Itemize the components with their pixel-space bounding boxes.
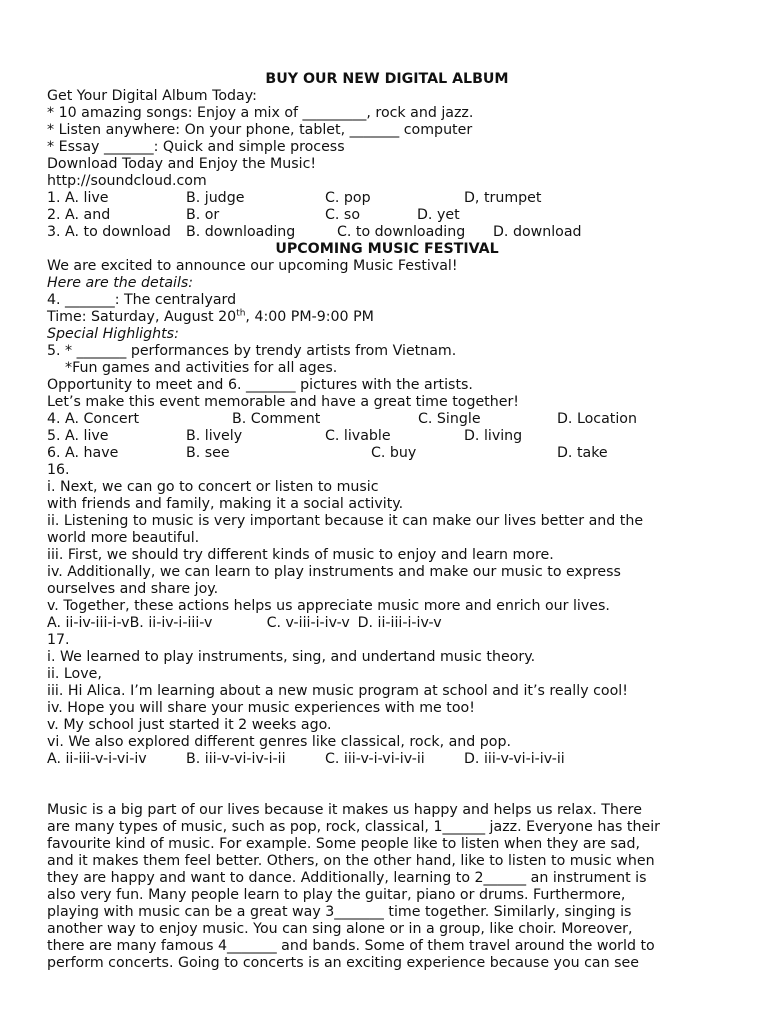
- option: B. judge: [186, 190, 245, 206]
- option: D. Location: [557, 411, 637, 427]
- question-1-options: [47, 190, 727, 207]
- album-link: http://soundcloud.com: [47, 173, 207, 189]
- option: B. see: [186, 445, 230, 461]
- q17-sentence: iii. Hi Alica. I’m learning about a new music program at school and it’s really cool!: [47, 683, 628, 699]
- album-line: Download Today and Enjoy the Music!: [47, 156, 317, 172]
- reading-passage: [47, 802, 727, 972]
- option: B. Comment: [232, 411, 321, 427]
- q17-sentence: v. My school just started it 2 weeks ago.: [47, 717, 332, 733]
- details-label: Here are the details:: [47, 275, 194, 291]
- passage-line: also very fun. Many people learn to play the guitar, piano or drums. Furthermore,: [47, 887, 626, 903]
- question-17-number: 17.: [47, 632, 70, 648]
- q16-sentence: v. Together, these actions helps us appreciate music more and enrich our lives.: [47, 598, 610, 614]
- option: 6. A. have: [47, 445, 119, 461]
- option: C. livable: [325, 428, 391, 444]
- option: C. buy: [371, 445, 417, 461]
- option: D. take: [557, 445, 608, 461]
- option: C. iii-v-i-vi-iv-ii: [325, 751, 425, 767]
- album-line: * Listen anywhere: On your phone, tablet, _______ computer: [47, 122, 473, 138]
- option: 5. A. live: [47, 428, 109, 444]
- option: D. yet: [417, 207, 460, 223]
- festival-intro: We are excited to announce our upcoming Music Festival!: [47, 258, 458, 274]
- q16-sentence: world more beautiful.: [47, 530, 200, 546]
- highlight-item: *Fun games and activities for all ages.: [65, 360, 338, 376]
- festival-venue: 4. _______: The centralyard: [47, 292, 237, 308]
- q17-sentence: iv. Hope you will share your music experiences with me too!: [47, 700, 475, 716]
- worksheet-page: [47, 71, 727, 972]
- passage-line: are many types of music, such as pop, rock, classical, 1______ jazz. Everyone has their: [47, 819, 660, 835]
- option: D. ii-iii-i-iv-v: [357, 615, 442, 631]
- option: D, trumpet: [464, 190, 542, 206]
- album-line: * Essay _______: Quick and simple process: [47, 139, 345, 155]
- option: 2. A. and: [47, 207, 111, 223]
- highlight-item: 5. * _______ performances by trendy artists from Vietnam.: [47, 343, 457, 359]
- q16-sentence: i. Next, we can go to concert or listen to music: [47, 479, 379, 495]
- passage-line: they are happy and want to dance. Additionally, learning to 2______ an instrument is: [47, 870, 647, 886]
- passage-line: playing with music can be a great way 3_______ time together. Similarly, singing is: [47, 904, 632, 920]
- album-line: Get Your Digital Album Today:: [47, 88, 257, 104]
- option: C. so: [325, 207, 360, 223]
- question-5-options: [47, 428, 727, 445]
- option: 1. A. live: [47, 190, 109, 206]
- question-17-options: [47, 751, 727, 768]
- album-line: * 10 amazing songs: Enjoy a mix of _________, rock and jazz.: [47, 105, 474, 121]
- q16-sentence: iii. First, we should try different kinds of music to enjoy and learn more.: [47, 547, 554, 563]
- passage-line: and it makes them feel better. Others, on the other hand, like to listen to music when: [47, 853, 655, 869]
- highlights-label: Special Highlights:: [47, 326, 179, 342]
- option: A. ii-iv-iii-i-v: [47, 615, 130, 631]
- question-4-options: [47, 411, 727, 428]
- question-3-options: [47, 224, 727, 241]
- festival-title: UPCOMING MUSIC FESTIVAL: [275, 241, 499, 257]
- q17-sentence: i. We learned to play instruments, sing, and undertand music theory.: [47, 649, 536, 665]
- option: B. downloading: [186, 224, 296, 240]
- passage-line: perform concerts. Going to concerts is an exciting experience because you can see: [47, 955, 639, 971]
- option: B. lively: [186, 428, 243, 444]
- q16-sentence: with friends and family, making it a social activity.: [47, 496, 404, 512]
- option: D. living: [464, 428, 523, 444]
- passage-line: favourite kind of music. For example. Some people like to listen when they are sad,: [47, 836, 640, 852]
- question-2-options: [47, 207, 727, 224]
- option: C. to downloading: [337, 224, 466, 240]
- passage-line: another way to enjoy music. You can sing alone or in a group, like choir. Moreover,: [47, 921, 633, 937]
- album-title: BUY OUR NEW DIGITAL ALBUM: [265, 71, 509, 87]
- option: A. ii-iii-v-i-vi-iv: [47, 751, 147, 767]
- passage-line: Music is a big part of our lives because it makes us happy and helps us relax. There: [47, 802, 642, 818]
- option: C. Single: [418, 411, 481, 427]
- option: B. iii-v-vi-iv-i-ii: [186, 751, 286, 767]
- question-6-options: [47, 445, 727, 462]
- highlight-item: Opportunity to meet and 6. _______ pictures with the artists.: [47, 377, 473, 393]
- option: D. download: [493, 224, 582, 240]
- q16-sentence: iv. Additionally, we can learn to play instruments and make our music to express: [47, 564, 621, 580]
- option: B. or: [186, 207, 220, 223]
- question-16-options: [47, 615, 727, 632]
- option: C. pop: [325, 190, 371, 206]
- festival-time: Time: Saturday, August 20th, 4:00 PM-9:00 PM: [47, 308, 374, 325]
- option: C. v-iii-i-iv-v: [266, 615, 350, 631]
- option: D. iii-v-vi-i-iv-ii: [464, 751, 565, 767]
- q16-sentence: ourselves and share joy.: [47, 581, 219, 597]
- passage-line: there are many famous 4_______ and bands. Some of them travel around the world to: [47, 938, 655, 954]
- question-16-number: 16.: [47, 462, 70, 478]
- option: B. ii-iv-i-iii-v: [129, 615, 213, 631]
- festival-closing: Let’s make this event memorable and have a great time together!: [47, 394, 519, 410]
- q17-sentence: ii. Love,: [47, 666, 102, 682]
- q17-sentence: vi. We also explored different genres like classical, rock, and pop.: [47, 734, 512, 750]
- option: 3. A. to download: [47, 224, 171, 240]
- option: 4. A. Concert: [47, 411, 140, 427]
- q16-sentence: ii. Listening to music is very important because it can make our lives better and the: [47, 513, 644, 529]
